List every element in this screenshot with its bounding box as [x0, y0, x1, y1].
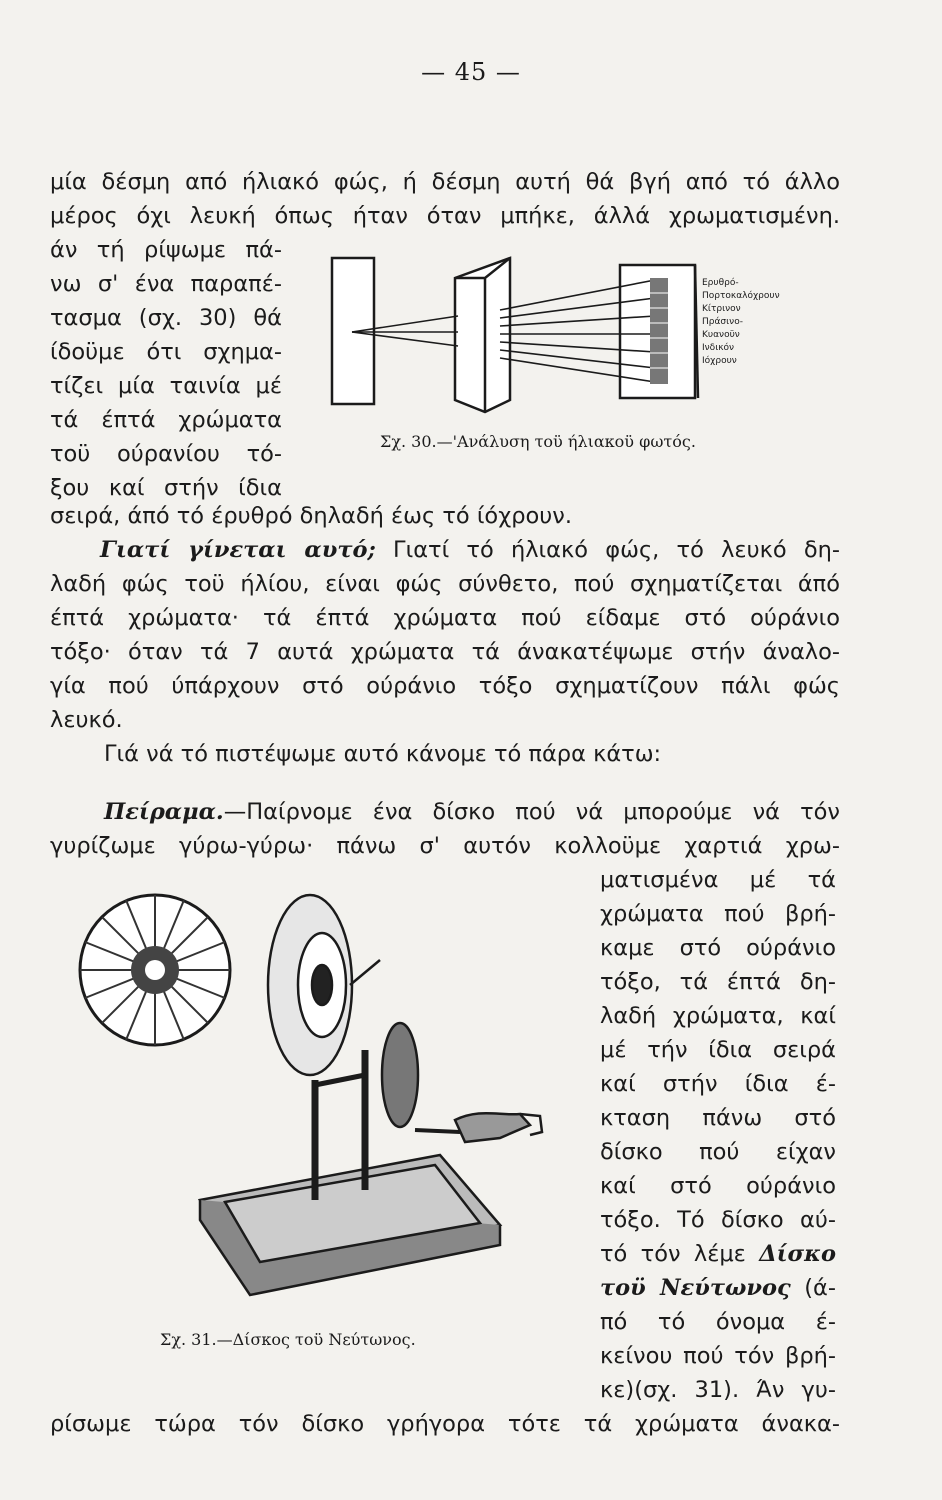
- text-line: λαδή χρώματα, καί: [600, 1003, 836, 1029]
- text-line: σειρά, άπό τό έρυθρό δηλαδή έως τό ίόχρουν.: [50, 503, 572, 529]
- text-line: δίσκο πού είχαν: [600, 1139, 836, 1165]
- text-line: χρώματα πού βρή-: [600, 901, 836, 927]
- experiment-label: Πείραμα.: [104, 799, 224, 825]
- text-line: λαδή φώς τοϋ ήλίου, είναι φώς σύνθετο, πού σχηματίζεται άπό: [50, 571, 840, 597]
- text-line: Γιά νά τό πιστέψωμε αυτό κάνομε τό πάρα κάτω:: [104, 741, 662, 767]
- text-line: τά έπτά χρώματα: [50, 407, 282, 433]
- prism-figure: [320, 250, 800, 420]
- text-line: τοϋ ούρανίου τό-: [50, 441, 282, 467]
- text-line: μέρος όχι λευκή όπως ήταν όταν μπήκε, άλλά χρωματισμένη.: [50, 203, 840, 229]
- page-number: — 45 —: [421, 58, 521, 86]
- text-span: τό τόν λέμε: [600, 1241, 746, 1267]
- text-line: έπτά χρώματα· τά έπτά χρώματα πού είδαμε στό ούράνιο: [50, 605, 840, 631]
- text-line: λευκό.: [50, 707, 123, 733]
- prism: [455, 258, 510, 412]
- apparatus: [200, 895, 542, 1295]
- text-line: τόξο· όταν τά 7 αυτά χρώματα τά άνακατέψωμε στήν άναλο-: [50, 639, 840, 665]
- newton-disc-figure: [60, 880, 580, 1300]
- text-line: ξου καί στήν ίδια: [50, 475, 282, 501]
- figure-30-caption: Σχ. 30.—'Ανάλυση τοϋ ήλιακοϋ φωτός.: [380, 432, 696, 451]
- text-line: [50, 534, 840, 566]
- color-label: Ινδικόν: [702, 343, 735, 353]
- figure-31-caption: Σχ. 31.—Δίσκος τοϋ Νεύτωνος.: [160, 1330, 416, 1349]
- slit-screen: [332, 258, 374, 404]
- text-line: τίζει μία ταινία μέ: [50, 373, 282, 399]
- color-label: Πορτοκαλόχρουν: [702, 291, 780, 301]
- color-label: Ιόχρουν: [702, 356, 737, 366]
- text-line: γία πού ύπάρχουν στό ούράνιο τόξο σχηματίζουν πάλι φώς: [50, 673, 840, 699]
- text-line: ρίσωμε τώρα τόν δίσκο γρήγορα τότε τά χρώματα άνακα-: [50, 1411, 840, 1437]
- text-line: καμε στό ούράνιο: [600, 935, 836, 961]
- text-line: τόξο, τά έπτά δη-: [600, 969, 836, 995]
- disk-name: τοϋ Νεύτωνος: [600, 1275, 791, 1301]
- text-line: καί στό ούράνιο: [600, 1173, 836, 1199]
- text-line: [600, 1238, 836, 1270]
- text-line: κταση πάνω στό: [600, 1105, 836, 1131]
- text-line: μία δέσμη από ήλιακό φώς, ή δέσμη αυτή θά βγή από τό άλλο: [50, 169, 840, 195]
- text-line: μέ τήν ίδια σειρά: [600, 1037, 836, 1063]
- text-line: καί στήν ίδια έ-: [600, 1071, 836, 1097]
- color-disc: [80, 895, 230, 1045]
- color-label: Πράσινο-: [702, 317, 743, 327]
- color-label: Κίτρινον: [702, 304, 741, 314]
- text-line: τόξο. Τό δίσκο αύ-: [600, 1207, 836, 1233]
- text-span: —Παίρνομε ένα δίσκο πού νά μπορούμε νά τόν: [223, 799, 840, 825]
- text-line: κείνου πού τόν βρή-: [600, 1343, 836, 1369]
- disk-name: Δίσκο: [759, 1241, 837, 1267]
- text-line: νω σ' ένα παραπέ-: [50, 271, 282, 297]
- text-line: άν τή ρίψωμε πά-: [50, 237, 282, 263]
- text-line: [50, 796, 840, 828]
- text-span: Γιατί τό ήλιακό φώς, τό λευκό δη-: [393, 537, 841, 563]
- color-label: Κυανοϋν: [702, 330, 740, 340]
- text-line: [600, 1272, 836, 1304]
- text-line: κε)(σχ. 31). Άν γυ-: [600, 1377, 836, 1403]
- text-line: πό τό όνομα έ-: [600, 1309, 836, 1335]
- text-line: τασμα (σχ. 30) θά: [50, 305, 282, 331]
- text-line: ίδοϋμε ότι σχημα-: [50, 339, 282, 365]
- text-span: (ά-: [804, 1275, 836, 1301]
- text-line: γυρίζωμε γύρω-γύρω· πάνω σ' αυτόν κολλοϋμε χαρτιά χρω-: [50, 833, 840, 859]
- text-line: ματισμένα μέ τά: [600, 867, 836, 893]
- color-label: Ερυθρό-: [702, 278, 739, 288]
- question-heading: Γιατί γίνεται αυτό;: [100, 537, 376, 563]
